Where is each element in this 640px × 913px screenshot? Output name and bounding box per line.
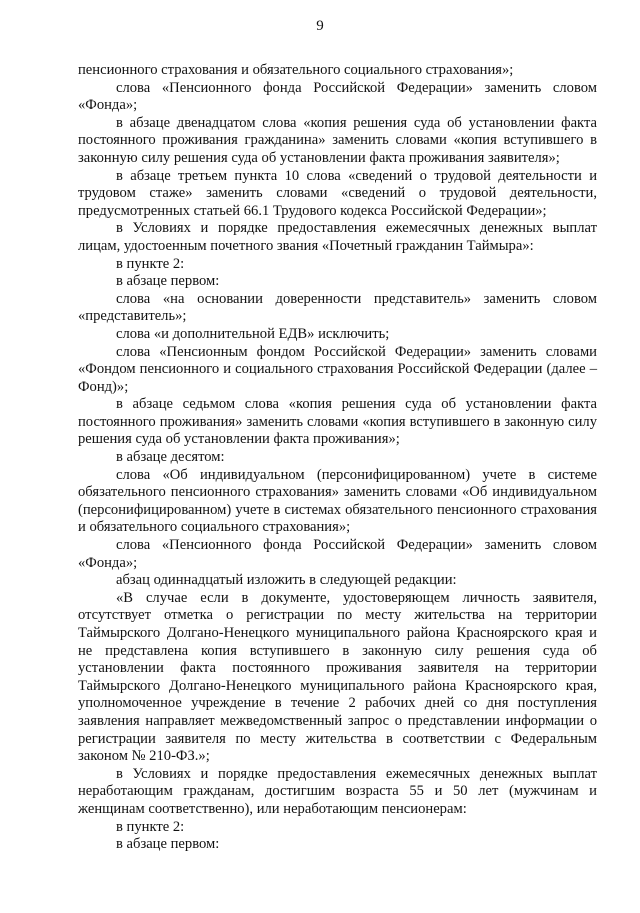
paragraph-2: слова «Пенсионного фонда Российской Федерации» заменить словом «Фонда»; xyxy=(78,79,597,114)
paragraph-6: в пункте 2: xyxy=(116,255,185,272)
paragraph-1: пенсионного страхования и обязательного социального страхования»; xyxy=(78,62,514,78)
paragraph-12: в абзаце десятом: xyxy=(116,449,225,466)
paragraph-17: в Условиях и порядке предоставления ежемесячных денежных выплат неработающим гражданам, достигшим возраста 55 и 50 лет (мужчинам и женщинам соответственно), или неработающим пенсионерам: xyxy=(78,765,597,817)
paragraph-3: в абзаце двенадцатом слова «копия решения суда об установлении факта постоянного проживания гражданина» заменить словами «копия вступившего в законную силу решения суда об установлении факта проживания заявителя»; xyxy=(78,114,597,166)
paragraph-4: в абзаце третьем пункта 10 слова «сведений о трудовой деятельности и трудовом стаже» заменить словами «сведений о трудовой деятельности, предусмотренных статьей 66.1 Трудового кодекса Российской Федерации»; xyxy=(78,167,597,219)
paragraph-10: слова «Пенсионным фондом Российской Федерации» заменить словами «Фондом пенсионного и социального страхования Российской Федерации (далее – Фонд)»; xyxy=(78,343,597,395)
paragraph-13: слова «Об индивидуальном (персонифицированном) учете в системе обязательного пенсионного страхования» заменить словами «Об индивидуальном (персонифицированном) учете в системах обязательного пенсионного страхования и обязательного социального страхования»; xyxy=(78,466,597,536)
paragraph-16: «В случае если в документе, удостоверяющем личность заявителя, отсутствует отметка о регистрации по месту жительства на территории Таймырского Долгано-Ненецкого муниципального района Красноярского края и не представлена копия вступившего в законную силу решения суда об установлении факта постоянного проживания заявителя на территории Таймырского Долгано-Ненецкого муниципального района Красноярского края, уполномоченное учреждение в течение 2 рабочих дней со дня поступления заявления направляет межведомственный запрос о представлении информации о регистрации заявителя по месту жительства в соответствии с Федеральным законом № 210-ФЗ.»; xyxy=(78,589,597,765)
paragraph-9: слова «и дополнительной ЕДВ» исключить; xyxy=(116,325,390,342)
paragraph-7: в абзаце первом: xyxy=(116,273,220,290)
page-number: 9 xyxy=(316,18,324,34)
paragraph-18: в пункте 2: xyxy=(116,818,185,835)
paragraph-11: в абзаце седьмом слова «копия решения суда об установлении факта постоянного проживания» заменить словами «копия вступившего в законную силу решения суда об установлении факта проживания»; xyxy=(78,396,597,448)
paragraph-15: абзац одиннадцатый изложить в следующей редакции: xyxy=(116,572,457,589)
paragraph-19: в абзаце первом: xyxy=(116,836,220,853)
paragraph-14: слова «Пенсионного фонда Российской Федерации» заменить словом «Фонда»; xyxy=(78,537,597,571)
paragraph-8: слова «на основании доверенности представитель» заменить словом «представитель»; xyxy=(78,290,597,325)
document-body xyxy=(78,62,597,854)
paragraph-5: в Условиях и порядке предоставления ежемесячных денежных выплат лицам, удостоенным почетного звания «Почетный гражданин Таймыра»: xyxy=(78,220,597,254)
